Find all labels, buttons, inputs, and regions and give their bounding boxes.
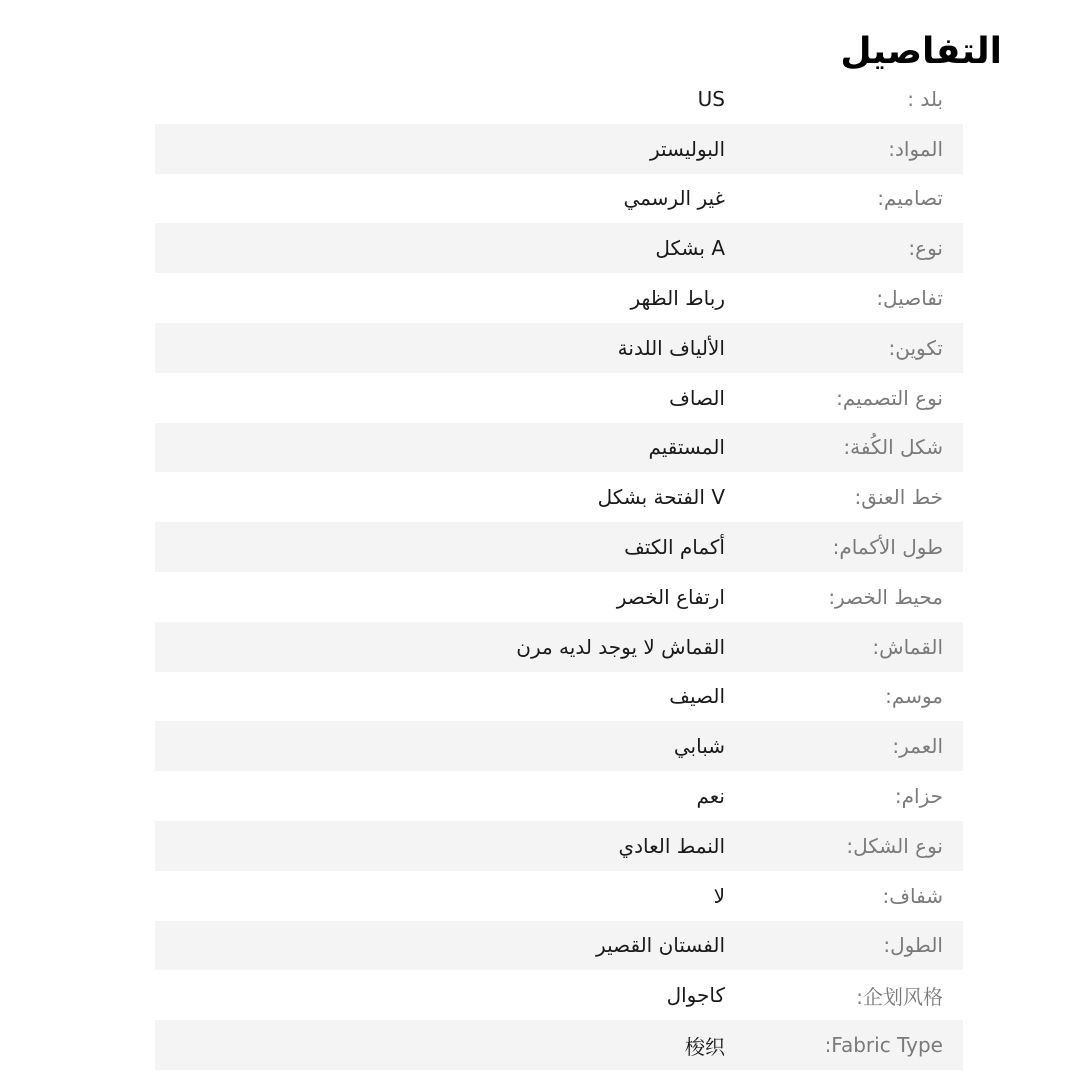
detail-label: شفاف:: [882, 883, 943, 908]
detail-label: تفاصيل:: [876, 286, 943, 311]
detail-row-country: [155, 74, 963, 124]
detail-label: موسم:: [885, 684, 943, 709]
detail-label: المواد:: [888, 136, 943, 161]
detail-row-sleeve-length: [155, 522, 963, 572]
detail-row-belt: [155, 771, 963, 821]
detail-label: محيط الخصر:: [828, 584, 943, 609]
detail-row-silhouette: [155, 223, 963, 273]
detail-label: القماش:: [872, 634, 943, 659]
detail-row-material: [155, 124, 963, 174]
detail-value: 梭织: [685, 1034, 725, 1059]
detail-label: تصاميم:: [877, 186, 943, 211]
detail-row-style: [155, 174, 963, 224]
detail-label: بلد :: [907, 86, 943, 111]
detail-value: الصاف: [669, 385, 725, 410]
detail-label: تكوين:: [888, 335, 943, 360]
detail-value: ارتفاع الخصر: [616, 584, 725, 609]
detail-row-composition: [155, 323, 963, 373]
detail-label: خط العنق:: [854, 485, 943, 510]
detail-value: البوليستر: [649, 136, 725, 161]
detail-value: القماش لا يوجد لديه مرن: [516, 634, 725, 659]
page-title: التفاصيل: [840, 31, 1002, 72]
detail-value: الألياف اللدنة: [617, 335, 725, 360]
detail-label: حزام:: [894, 784, 943, 809]
detail-value: كاجوال: [666, 983, 725, 1008]
detail-row-sheer: [155, 871, 963, 921]
detail-row-fabric-type: [155, 1020, 963, 1070]
detail-row-waistline: [155, 572, 963, 622]
detail-row-fit-type: [155, 821, 963, 871]
detail-label: 企划风格:: [856, 984, 943, 1009]
detail-row-decoration: [155, 273, 963, 323]
details-table: [155, 74, 963, 1070]
detail-row-pattern-type: [155, 373, 963, 423]
detail-value: لا: [713, 883, 725, 908]
detail-row-fabric: [155, 622, 963, 672]
detail-value: النمط العادي: [618, 833, 725, 858]
detail-value: شبابي: [673, 734, 725, 759]
detail-row-season: [155, 672, 963, 722]
detail-label: العمر:: [892, 734, 943, 759]
detail-value: أكمام الكتف: [624, 535, 725, 560]
detail-value: نعم: [696, 784, 725, 809]
detail-label: شكل الكُفة:: [843, 435, 943, 460]
detail-label: طول الأكمام:: [832, 535, 943, 560]
detail-row-cuff-shape: [155, 423, 963, 473]
detail-row-neckline: [155, 472, 963, 522]
detail-value: US: [697, 86, 725, 111]
detail-label: نوع الشكل:: [846, 833, 943, 858]
detail-value: رباط الظهر: [630, 286, 725, 311]
detail-row-planning-style: [155, 970, 963, 1020]
detail-value: الفستان القصير: [596, 933, 725, 958]
detail-label: الطول:: [883, 933, 943, 958]
detail-value: المستقيم: [648, 435, 725, 460]
detail-label: نوع:: [908, 236, 943, 261]
detail-value: V الفتحة بشكل: [597, 485, 725, 510]
detail-label: :Fabric Type: [824, 1033, 943, 1058]
detail-value: A بشكل: [655, 236, 725, 261]
detail-value: الصيف: [669, 684, 725, 709]
detail-label: نوع التصميم:: [836, 385, 943, 410]
detail-row-age: [155, 721, 963, 771]
detail-value: غير الرسمي: [623, 186, 725, 211]
detail-row-length: [155, 921, 963, 971]
